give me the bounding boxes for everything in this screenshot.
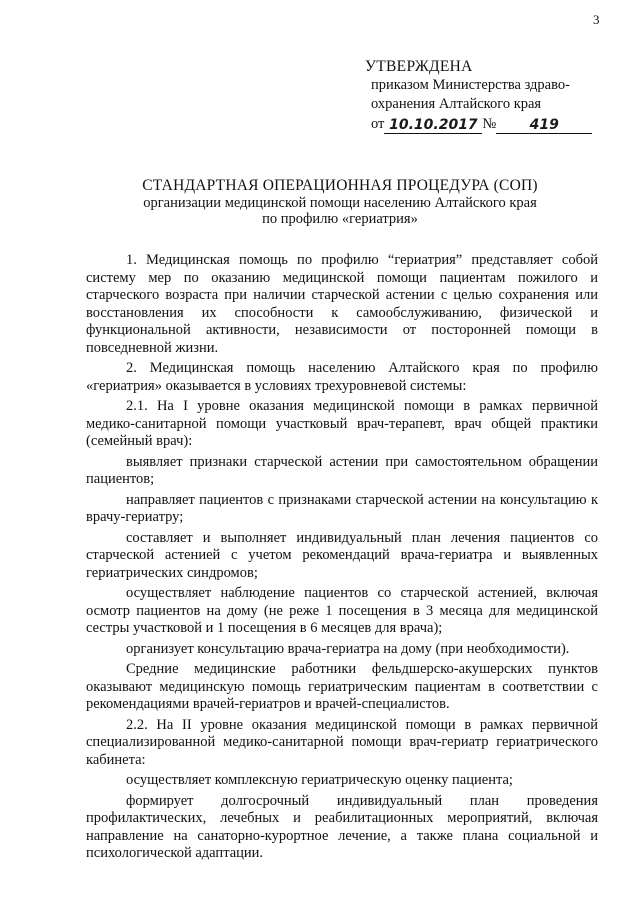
page-number: 3 [593, 12, 600, 27]
list-item-long-term-plan: формирует долгосрочный индивидуальный план проведения профилактических, лечебных и реабилитационных мероприятий, включая направление на санаторно-курортное лечение, а также плана социальной и психологической адаптации. [86, 792, 598, 861]
approval-order-line-1: приказом Министерства здраво- [371, 77, 570, 93]
document-subtitle-1: организации медицинской помощи населению Алтайского края [143, 195, 537, 211]
approval-number-handwritten: 419 [496, 117, 592, 134]
list-item-refer-geriatrician: направляет пациентов с признаками старческой астении на консультацию к врачу-гериатру; [86, 491, 598, 525]
list-item-comprehensive-assessment: осуществляет комплексную гериатрическую оценку пациента; [126, 772, 513, 788]
document-subtitle-2: по профилю «гериатрия» [262, 211, 418, 227]
approval-title: УТВЕРЖДЕНА [365, 58, 473, 75]
list-item-identify-asthenia: выявляет признаки старческой астении при самостоятельном обращении пациентов; [86, 453, 598, 487]
paragraph-2: 2. Медицинская помощь населению Алтайского края по профилю «гериатрия» оказывается в условиях трехуровневой системы: [86, 360, 598, 394]
paragraph-1: 1. Медицинская помощь по профилю “гериатрия” представляет собой систему мер по оказанию медицинской помощи пациентам пожилого и старческого возраста при наличии старческой астении с целью сохранения или восстановления их способности к самообслуживанию, физической и функциональной активности, независимости от посторонней помощи в повседневной жизни. [86, 252, 598, 356]
document-title: СТАНДАРТНАЯ ОПЕРАЦИОННАЯ ПРОЦЕДУРА (СОП) [142, 177, 538, 194]
list-item-home-consultation: организует консультацию врача-гериатра на дому (при необходимости). [126, 640, 570, 657]
document-body [86, 252, 598, 863]
approval-date-handwritten: 10.10.2017 [384, 117, 482, 134]
approval-order-line-2: охранения Алтайского края [371, 96, 542, 112]
document-heading [60, 177, 620, 227]
list-item-treatment-plan: составляет и выполняет индивидуальный план лечения пациентов со старческой астенией с учетом рекомендаций врача-гериатра и выявленных гериатрических синдромов; [86, 529, 598, 581]
paragraph-2-2: 2.2. На II уровне оказания медицинской помощи в рамках первичной специализированной медико-санитарной помощи врач-гериатр гериатрического кабинета: [86, 716, 598, 768]
paragraph-2-1: 2.1. На I уровне оказания медицинской помощи в рамках первичной медико-санитарной помощи участковый врач-терапевт, врач общей практики (семейный врач): [86, 398, 598, 449]
approval-number-label: № [482, 116, 497, 132]
approval-from-label: от [371, 116, 385, 132]
paragraph-feldsher-stations: Средние медицинские работники фельдшерско-акушерских пунктов оказывают медицинскую помощь гериатрическим пациентам в соответствии с рекомендациями врачей-гериатров и врачей-специалистов. [86, 661, 598, 712]
approval-block [365, 57, 595, 134]
list-item-monitoring: осуществляет наблюдение пациентов со старческой астенией, включая осмотр пациентов на дому (не реже 1 посещения в 3 месяца для медицинской сестры участковой и 1 посещения в 6 месяцев для врача); [86, 585, 598, 636]
approval-date-number-line [365, 115, 595, 134]
